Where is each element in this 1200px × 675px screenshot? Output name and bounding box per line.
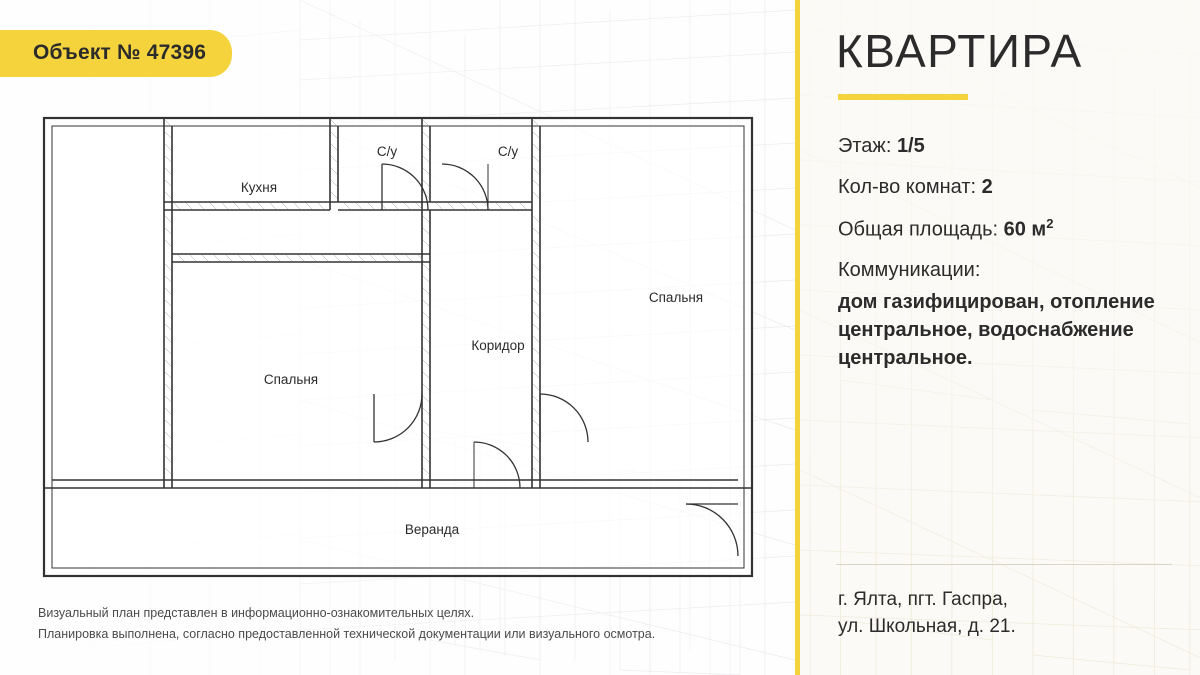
room-label-bedroom-left: Спальня	[263, 372, 319, 387]
spec-communications-value: дом газифицирован, отопление центральное, водоснабжение центральное.	[838, 290, 1155, 370]
property-info-content	[800, 0, 1200, 675]
title-underline-rule	[838, 94, 968, 100]
spec-floor	[838, 134, 1178, 158]
spec-area-label: Общая площадь:	[838, 218, 999, 241]
spec-communications-label: Коммуникации:	[838, 258, 981, 281]
room-label-kitchen: Кухня	[240, 180, 278, 195]
property-info-panel	[795, 0, 1200, 675]
floor-plan-drawing	[38, 112, 758, 582]
spec-rooms	[838, 175, 1178, 199]
address-line-1: г. Ялта, пгт. Гаспра,	[838, 588, 1008, 610]
room-label-wc-2: С/у	[497, 144, 519, 159]
room-label-bedroom-right: Спальня	[648, 290, 704, 305]
object-number-badge: Объект № 47396	[0, 30, 232, 77]
specs-list	[838, 134, 1178, 373]
address-line-2: ул. Школьная, д. 21.	[838, 616, 1016, 638]
address-divider	[836, 564, 1172, 565]
address-block	[838, 586, 1178, 641]
spec-area	[838, 216, 1178, 242]
room-label-veranda: Веранда	[404, 522, 460, 537]
disclaimer-line-2: Планировка выполнена, согласно предоставленной технической документации или визуального осмотра.	[38, 626, 656, 641]
spec-area-value: 60 м	[1003, 218, 1047, 241]
spec-area-unit-sup: 2	[1046, 216, 1054, 231]
disclaimer-line-1: Визуальный план представлен в информационно-ознакомительных целях.	[38, 606, 475, 620]
room-label-wc-1: С/у	[376, 144, 398, 159]
room-label-corridor: Коридор	[471, 338, 525, 353]
disclaimer-text	[38, 603, 768, 644]
spec-rooms-label: Кол-во комнат:	[838, 176, 977, 198]
spec-rooms-value: 2	[981, 176, 993, 198]
spec-floor-label: Этаж:	[838, 135, 892, 157]
spec-floor-value: 1/5	[896, 135, 925, 157]
panel-title: КВАРТИРА	[836, 25, 1083, 77]
